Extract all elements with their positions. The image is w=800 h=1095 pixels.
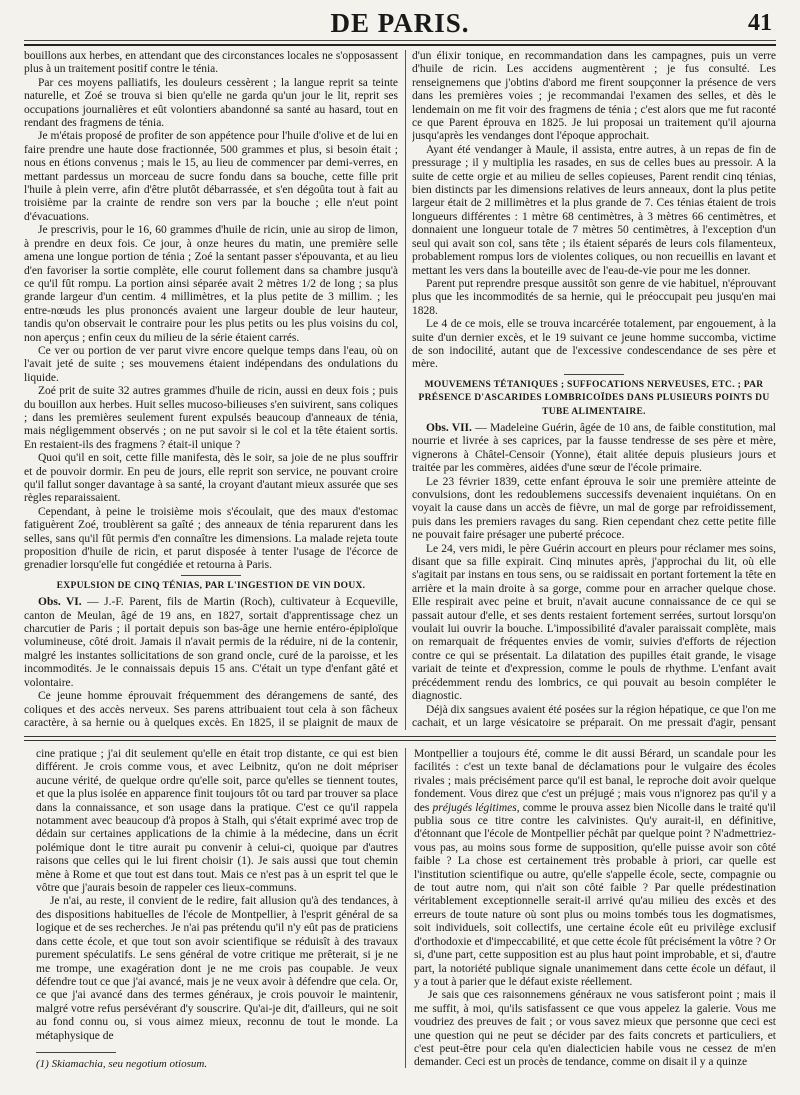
paragraph: Je prescrivis, pour le 16, 60 grammes d'huile de ricin, unie au sirop de limon, à prendre en deux fois. Ce jour, à onze heures du matin, une première selle amena une longue portion de ténia ; Zoé la sentant passer s'épouvanta, et au lieu d'en favoriser la sortie complète, elle courut follement dans sa chambre jusqu'à ce qu'il fût rompu. La portion ainsi séparée avait 2 mètres 1/2 de long ; sa plus grande largeur d'un centim. 4 millimètres, et la plus petite de 3 millim. ; les entre-nœuds les plus prononcés avaient une largeur double de leur hauteur, tandis qu'on observait le contraire pour les plus petits ou les plus voisins du col, non aperçus ; enfin ceux du milieu de la série étaient carrés. xyxy=(24,224,398,344)
observation-label: Obs. VII. xyxy=(426,421,472,434)
paragraph: Cependant, à peine le troisième mois s'écoulait, que des maux d'estomac fatiguèrent Zoé, troublèrent sa gaîté ; des anneaux de ténia reparurent dans les selles, sans qu'il fût permis d'en connaître les dimensions. La malade rejeta toute proposition d'huile de ricin, et parut disposée à tenter l'usage de l'écorce de grenadier lorsqu'elle fut congédiée et retourna à Paris. xyxy=(24,505,398,572)
paragraph: Le 24, vers midi, le père Guérin accourt en pleurs pour réclamer mes soins, disant que sa fille expirait. Cinq minutes après, j'approchai du lit, où elle s'agitait par instans en tous sens, ou se raidissait en portant fortement la tête en arrière et la main droite à sa gorge, comme pour en arracher quelque chose. Elle respirait avec peine et bruit, n'avait aucune connaissance de ce qui se passait autour d'elle, et ses dents restaient fortement serrées, surtout lorsqu'on voulait lui ouvrir la bouche. L'impossibilité d'avaler paraissait complète, mais on remarquait de fréquentes envies de vomir, suivies d'efforts de réjection contre ce qui se présentait. La dilatation des pupilles était grande, le visage variait de teinte et d'expression, comme le pouls de rhythme. L'enfant avait précédemment rendu des lombrics, ce qui pouvait au besoin compléter le diagnostic. xyxy=(412,542,776,703)
paragraph: Je m'étais proposé de profiter de son appétence pour l'huile d'olive et de lui en faire prendre une haute dose fractionnée, 500 grammes et plus, si besoin était ; nous en étions convenus ; mais le 15, au lieu de commencer par demi-verres, en mettant pardessus un morceau de sucre fondu dans sa bouche, cette fille prit l'huile à plein verre, afin d'être plutôt débarrassée, et s'en dégoûta tout à fait au troisième par la crainte de rendre son vers par la bouche ; elle n'eut point d'évacuations. xyxy=(24,130,398,223)
paragraph: d'un élixir tonique, en recommandation dans les campagnes, puis un verre d'huile de ricin. Les accidens augmentèrent ; je fus consulté. Les renseignemens que j'obtins d'abord me firent soupçonner la présence de vers dans les premières voies ; je recommandai l'examen des selles, et dès le lendemain on me fit voir des fragmens de ténia ; c'est alors que me fut raconté ce que Parent éprouva en 1825. Je lui proposai un traitement qu'il ajourna jusqu'après les vendanges dont l'époque approchait. xyxy=(412,50,776,143)
paragraph-text: — J.-F. Parent, fils de Martin (Roch), cultivateur à Ecqueville, canton de Meulan, âgé de 19 ans, en 1827, sortait d'apprentissage chez un charcutier de Paris ; il portait depuis son bas-âge une hernie entéro-épiploïque volumineuse, côté droit. Jamais il n'avait permis de la réduire, ni de la contenir, malgré les instantes sollicitations de son grand oncle, curé de la paroisse, et les incommodités. Je le connaissais depuis 15 ans. C'était un type d'enfant gâté et volontaire. xyxy=(24,596,398,689)
column-divider xyxy=(405,748,406,1068)
paragraph-text: Montpellier a toujours été, comme le dit aussi Bérard, un scandale pour les facilités : c'est un texte banal de déclamations pour le vulgaire des écoles rivales ; mais précisément parce qu'il est banal, le reproche doit avoir quelque fondement. Vous direz que c'est un préjugé ; mais vous n'ignorez pas qu'il y a des xyxy=(414,748,776,814)
section-heading: EXPULSION DE CINQ TÉNIAS, PAR L'INGESTION DE VIN DOUX. xyxy=(56,580,366,591)
paragraph: Par ces moyens palliatifs, les douleurs cessèrent ; la langue reprit sa teinte naturelle, et Zoé se trouva si bien qu'elle ne garda qu'un jour le lit, reprit ses occupations journalières et eût volontiers abandonné sa santé au hasard, tout en rendant des fragmens de ténia. xyxy=(24,76,398,130)
paragraph: Je sais que ces raisonnemens généraux ne vous satisferont point ; mais il me suffit, à moi, qu'ils satisfassent ce que vous appelez la galerie. Vous me voudriez des preuves de fait ; or vous savez mieux que personne que ceci est une question qui ne peut se décider par des faits concrets et particuliers, et c'est peut-être pour cela qu'en dialecticien habile vous ne cessez de m'en demander. Ceci est un procès de tendance, comme on disait il y a quinze xyxy=(414,989,776,1069)
page-title: DE PARIS. xyxy=(330,8,470,38)
paragraph: Ce ver ou portion de ver parut vivre encore quelque temps dans l'eau, où on l'avait jeté de suite ; ses mouvemens étaient indépendans des ondulations du liquide. xyxy=(24,344,398,384)
page-header xyxy=(24,6,776,46)
paragraph xyxy=(412,422,776,476)
feuilleton-rule xyxy=(24,736,776,737)
column-lower-right xyxy=(414,748,776,1078)
paragraph: Zoé prit de suite 32 autres grammes d'huile de ricin, aussi en deux fois ; puis du bouillon aux herbes. Huit selles mucoso-bilieuses s'en suivirent, sans coliques ; dans les premières seulement furent expulsés beaucoup d'anneaux de ténia, mais négligemment observés ; on ne put savoir si le col et la tête étaient sortis. En restaient-ils des fragmens ? était-il unique ? xyxy=(24,385,398,451)
paragraph: Déjà dix sangsues avaient été posées sur la région hépatique, ce que l'on me cachait, et un large vésicatoire se préparait. On me pressait d'agir, pensant xyxy=(412,703,776,729)
paragraph: Ce jeune homme éprouvait fréquemment des dérangemens de santé, des coliques et des accès nerveux. Ses parens attribuaient tout cela à son fâcheux caractère, à sa hernie ou à quelques excès. En 1825, il se plaignit de maux de xyxy=(24,690,398,729)
column-divider xyxy=(405,50,406,730)
section-rule xyxy=(181,575,241,576)
paragraph: Parent put reprendre presque aussitôt son genre de vie habituel, n'éprouvant plus que les incommodités de sa hernie, qui le préoccupait peu jusqu'en mai 1828. xyxy=(412,277,776,317)
page-number: 41 xyxy=(748,10,772,36)
paragraph: Quoi qu'il en soit, cette fille manifesta, dès le soir, sa joie de ne plus souffrir et de pouvoir dormir. En peu de jours, elle reprit son service, ne pouvant croire qu'il fallut songer davantage à sa santé, la croyant d'autant mieux assurée que ses règles reparaissaient. xyxy=(24,452,398,505)
italic-phrase: préjugés légitimes xyxy=(432,801,517,814)
paragraph xyxy=(414,748,776,989)
paragraph: Ayant été vendanger à Maule, il assista, entre autres, à un repas de fin de pressurage ; il y multiplia les rasades, en sus de celles bues au pressoir. A la suite de cette orgie et au milieu de selles copieuses, Parent rendit cinq ténias, bien distincts par les dimensions relatives de leurs anneaux, dont la plus petite largeur était de 2 millimètres et la plus grande de 7. Ces ténias étaient de trois longueurs différentes : 1 mètre 68 centimètres, à 3 mètres 66 centimètres, et donnaient une longueur totale de 7 mètres 50 centimètres, à l'exception d'un seul qui avait son col, sans tête ; ils étaient séparés de leurs cols filamenteux, probablement rompus lors de violentes coliques, ou non recueillis en lavant et mettant les vers dans la bouteille avec de l'eau-de-vie pour me les donner. xyxy=(412,143,776,277)
paragraph-text: , comme le prouva assez bien Nicolle dans le traité qu'il publia sous ce titre contre les calvinistes. Qu'y aurait-il, en définitive, d'étonnant que l'école de Montpellier péchât par quelque point ? N'admettriez-vous pas, au moins sous forme de supposition, qu'elle puisse avoir son côté faible ? La chose est certainement très probable à priori, car quelle est l'institution scientifique ou autre, qu'elle s'appelle école, secte, compagnie ou de tout autre nom, qui n'ait son côté faible ? Par quelle prédestination véritablement exceptionnelle serait-il arrivé qu'au milieu des excès et des erreurs de toute nature où sont plus ou moins tombés tous les dogmatismes, soit individuels, soit collectifs, une certaine école eût eu privilège exclusif d'orthodoxie et d'impeccabilité, et que cette école fût précisément la vôtre ? Or si, d'une part, cette supposition est au plus haut point improbable, et si, d'autre part, la notoriété publique signale unanimement dans cette école un défaut, il y a tout à parier que le défaut existe réellement. xyxy=(414,801,776,988)
column-lower-left xyxy=(36,748,398,1048)
column-upper-right xyxy=(412,50,776,730)
footnote: (1) Skiamachia, seu negotium otiosum. xyxy=(36,1058,208,1070)
feuilleton-rule-2 xyxy=(24,740,776,741)
header-rule xyxy=(24,40,776,41)
footnote-rule xyxy=(36,1052,116,1053)
paragraph: bouillons aux herbes, en attendant que des circonstances locales ne s'opposassent plus à un traitement positif contre le ténia. xyxy=(24,50,398,76)
section-rule xyxy=(564,374,624,375)
observation-label: Obs. VI. xyxy=(38,596,82,609)
column-upper-left xyxy=(24,50,398,730)
section-heading: MOUVEMENS TÉTANIQUES ; SUFFOCATIONS NERVEUSES, ETC. ; PAR PRÉSENCE D'ASCARIDES LOMBRICOÏDES DANS PLUSIEURS POINTS DU TUBE ALIMENTAIRE. xyxy=(418,379,770,417)
paragraph xyxy=(24,596,398,690)
paragraph-text: — Madeleine Guérin, âgée de 10 ans, de faible constitution, mal nourrie et livrée à ses caprices, par la fausse tendresse de ses père et mère, vignerons à Châtel-Censoir (Yonne), était alitée depuis plusieurs jours et traitée par les commères, aidées d'une sœur de l'école primaire. xyxy=(412,421,776,475)
paragraph: cine pratique ; j'ai dit seulement qu'elle en était trop distante, ce qui est bien différent. Je crois comme vous, et avec Leibnitz, qu'on ne doit mépriser aucune vérité, de quelque ordre qu'elle soit, parce qu'elles se tiennent toutes, et que la plus isolée en apparence finit toujours tôt ou tard par trouver sa place dans la connaissance, et son usage dans la pratique. C'est ce qu'il rappela notamment avec beaucoup d'à propos à Stalh, qui s'était exprimé avec trop de dédain sur certaines applications de la chimie à la médecine, dans un écrit polémique dont le titre aurait pu convenir à celui-ci, quoique par d'autres raisons que celles qui le lui firent choisir (1). Je sais aussi que tout chemin mène à Rome et que tout est dans tout. Mais ce n'est pas à un esprit tel que le vôtre que j'aurais besoin de rappeler ces lieux-communs. xyxy=(36,748,398,895)
paragraph: Le 23 février 1839, cette enfant éprouva le soir une première atteinte de convulsions, dont les redoublemens successifs devenaient inquiétans. On en voyait la cause dans un accès de fièvre, un mal de gorge par refroidissement, puis dans les premiers ravages du sang. Rien cependant chez cette petite fille ne pouvait faire présager une puberté précoce. xyxy=(412,475,776,542)
paragraph: Le 4 de ce mois, elle se trouva incarcérée totalement, par engouement, à la suite d'un dernier excès, et le 19 suivant ce jeune homme succomba, victime de son indocilité, autant que de l'excessive condescendance de ses père et mère. xyxy=(412,318,776,371)
paragraph: Je n'ai, au reste, il convient de le redire, fait allusion qu'à des tendances, à des dispositions habituelles de l'école de Montpellier, à l'esprit général de sa logique et de ses recherches. Je n'ai pas prétendu qu'il n'y eût pas de praticiens dans cette école, et que tout son avoir scientifique se réduisît à des travaux purement spéculatifs. Le sens général de votre critique me prêterait, si je ne me trompe, une exagération dont je ne me crois pas coupable. Je veux défendre tout ce que j'ai avancé, mais je ne veux avoir à défendre que cela. Or, ce que j'ai avancé dans des termes généraux, je crois pouvoir le maintenir, malgré votre refus persévérant d'y souscrire. Qu'ai-je dit, d'ailleurs, qui ne soit au fond connu ou, si vous aimez mieux, reconnu de tout le monde. La métaphysique de xyxy=(36,895,398,1042)
